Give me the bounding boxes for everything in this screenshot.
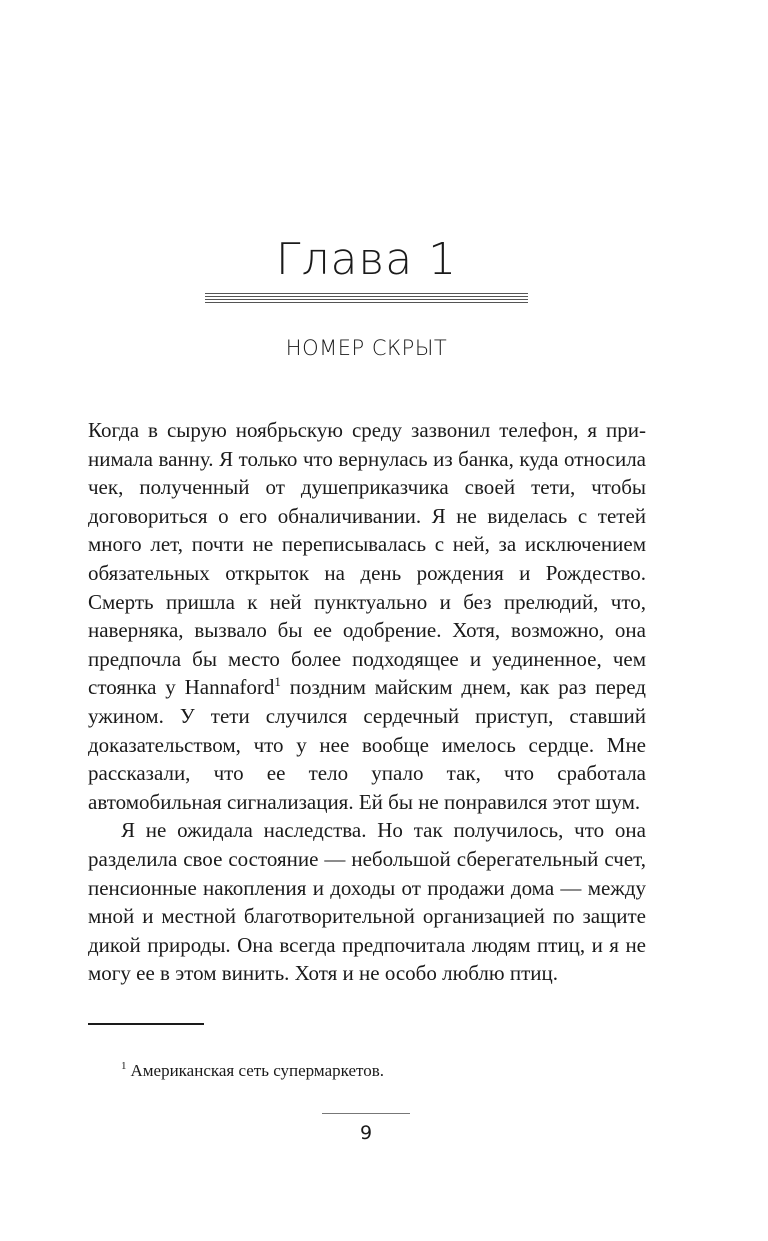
footnote-text: Американская сеть супермаркетов. [130,1061,384,1080]
footnote [121,1059,384,1083]
chapter-title: Глава 1 [275,234,458,285]
paragraph-1 [88,416,646,816]
paragraph-1-part-1: Когда в сырую ноябрьскую среду зазвонил телефон, я принимала ванну. Я только что вернулась из банка, куда относила чек, полученный от душеприказчика своей тети, чтобы договориться о его обналичивании. Я не виделась с тетей много лет, почти не переписывалась с ней, за исключением обязательных открыток на день рождения и Рождество. Смерть пришла к ней пунктуально и без прелюдий, что, наверняка, вызвало бы ее одобрение. Хотя, возможно, она предпочла бы место более подходящее и уединенное, чем стоянка у Hannaford [88,418,646,700]
paragraph-1-part-2: поздним майским днем, как раз перед ужином. У тети случился сердечный приступ, ставший доказательством, что у нее вообще имелось сердце. Мне рассказали, что ее тело упало так, что сработала автомобильная сигнализация. Ей бы не понравился этот шум. [88,675,646,814]
page-number-divider [322,1113,410,1114]
footnote-divider [88,1023,204,1025]
body-text [88,416,646,988]
footnote-mark: 1 [121,1060,127,1073]
page-number: 9 [359,1122,373,1144]
footnote-reference: 1 [274,674,281,690]
title-divider [205,293,528,303]
chapter-subtitle: НОМЕР СКРЫТ [285,336,448,360]
paragraph-2: Я не ожидала наследства. Но так получилось, что она разделила свое состояние — небольшой сберегательный счет, пенсионные накопления и доходы от продажи дома — между мной и местной благотворительной организацией по защите дикой природы. Она всегда предпочитала людям птиц, и я не могу ее в этом винить. Хотя и не особо люблю птиц. [88,818,646,986]
